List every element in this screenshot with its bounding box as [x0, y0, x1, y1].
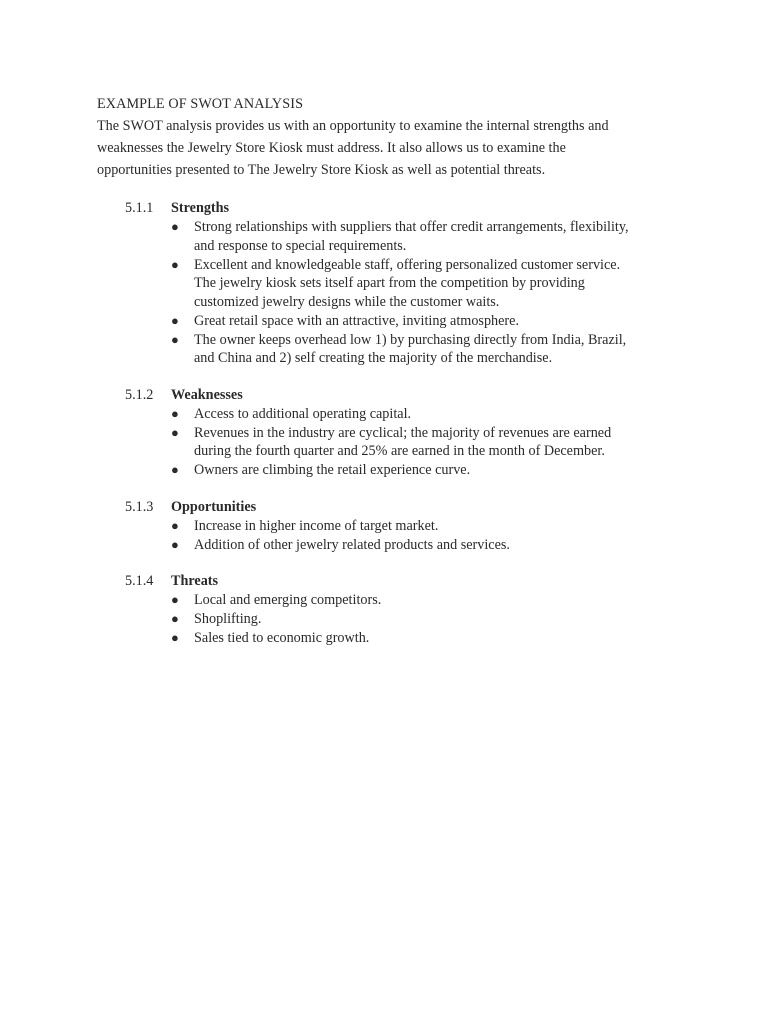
bullet-line: Access to additional operating capital. — [194, 405, 412, 422]
bullet-line: during the fourth quarter and 25% are earned in the month of December. — [194, 443, 605, 459]
list-item — [171, 536, 677, 555]
intro-line: The SWOT analysis provides us with an opportunity to examine the internal strengths and — [97, 118, 609, 134]
bullet-line: and China and 2) self creating the majority of the merchandise. — [194, 350, 553, 366]
bullet-icon: ● — [171, 462, 179, 477]
section-heading — [125, 497, 677, 517]
section-opportunities — [97, 497, 677, 555]
bullet-icon: ● — [171, 592, 179, 607]
section-number: 5.1.1 — [125, 200, 154, 216]
intro-paragraph — [97, 115, 657, 181]
bullet-line: and response to special requirements. — [194, 237, 407, 254]
bullet-text — [194, 461, 664, 480]
bullet-text — [194, 256, 664, 312]
bullet-icon: ● — [171, 331, 179, 347]
bullet-line: The owner keeps overhead low 1) by purchasing directly from India, Brazil, — [194, 331, 627, 348]
document-title: EXAMPLE OF SWOT ANALYSIS — [97, 96, 304, 112]
list-item — [171, 610, 677, 629]
list-item — [171, 218, 677, 255]
bullet-line: Shoplifting. — [194, 611, 262, 627]
section-strengths — [97, 198, 677, 368]
section-weaknesses — [97, 385, 677, 480]
bullet-list — [171, 405, 677, 480]
list-item — [171, 331, 677, 368]
list-item — [171, 629, 677, 648]
bullet-line: The jewelry kiosk sets itself apart from the competition by providing — [194, 275, 585, 291]
section-heading — [125, 198, 677, 218]
document-content — [97, 93, 677, 648]
section-title: Opportunities — [171, 498, 257, 515]
bullet-icon: ● — [171, 536, 179, 552]
bullet-icon: ● — [171, 611, 179, 626]
bullet-icon: ● — [171, 256, 179, 272]
list-item — [171, 312, 677, 331]
bullet-list — [171, 517, 677, 555]
bullet-text — [194, 629, 664, 648]
section-number: 5.1.2 — [125, 386, 154, 403]
bullet-text — [194, 424, 664, 461]
list-item — [171, 517, 677, 536]
intro-line: opportunities presented to The Jewelry Store Kiosk as well as potential threats. — [97, 162, 546, 178]
bullet-line: Great retail space with an attractive, inviting atmosphere. — [194, 312, 520, 329]
bullet-line: Increase in higher income of target market. — [194, 517, 439, 534]
bullet-icon: ● — [171, 312, 179, 328]
list-item — [171, 256, 677, 312]
list-item — [171, 424, 677, 461]
bullet-line: Strong relationships with suppliers that offer credit arrangements, flexibility, — [194, 219, 629, 235]
bullet-line: Sales tied to economic growth. — [194, 630, 370, 646]
section-heading — [125, 385, 677, 405]
list-item — [171, 591, 677, 610]
bullet-icon: ● — [171, 219, 179, 234]
bullet-line: Addition of other jewelry related products and services. — [194, 536, 510, 553]
bullet-line: Owners are climbing the retail experience curve. — [194, 462, 471, 478]
bullet-line: Revenues in the industry are cyclical; the majority of revenues are earned — [194, 424, 612, 441]
bullet-icon: ● — [171, 405, 179, 421]
section-number: 5.1.4 — [125, 573, 154, 589]
list-item — [171, 461, 677, 480]
bullet-list — [171, 218, 677, 368]
list-item — [171, 405, 677, 424]
bullet-text — [194, 312, 664, 331]
section-title: Weaknesses — [171, 386, 243, 403]
section-number: 5.1.3 — [125, 498, 154, 515]
bullet-list — [171, 591, 677, 648]
bullet-icon: ● — [171, 424, 179, 440]
bullet-text — [194, 517, 664, 536]
bullet-text — [194, 218, 664, 255]
section-threats — [97, 571, 677, 648]
bullet-text — [194, 536, 664, 555]
bullet-text — [194, 591, 664, 610]
bullet-icon: ● — [171, 630, 179, 645]
bullet-line: Excellent and knowledgeable staff, offering personalized customer service. — [194, 256, 621, 273]
bullet-text — [194, 610, 664, 629]
bullet-line: Local and emerging competitors. — [194, 592, 382, 608]
section-heading — [125, 571, 677, 591]
bullet-line: customized jewelry designs while the customer waits. — [194, 293, 500, 310]
bullet-text — [194, 405, 664, 424]
section-title: Threats — [171, 573, 219, 589]
bullet-icon: ● — [171, 517, 179, 533]
bullet-text — [194, 331, 664, 368]
intro-line: weaknesses the Jewelry Store Kiosk must address. It also allows us to examine the — [97, 140, 566, 156]
section-title: Strengths — [171, 200, 230, 216]
